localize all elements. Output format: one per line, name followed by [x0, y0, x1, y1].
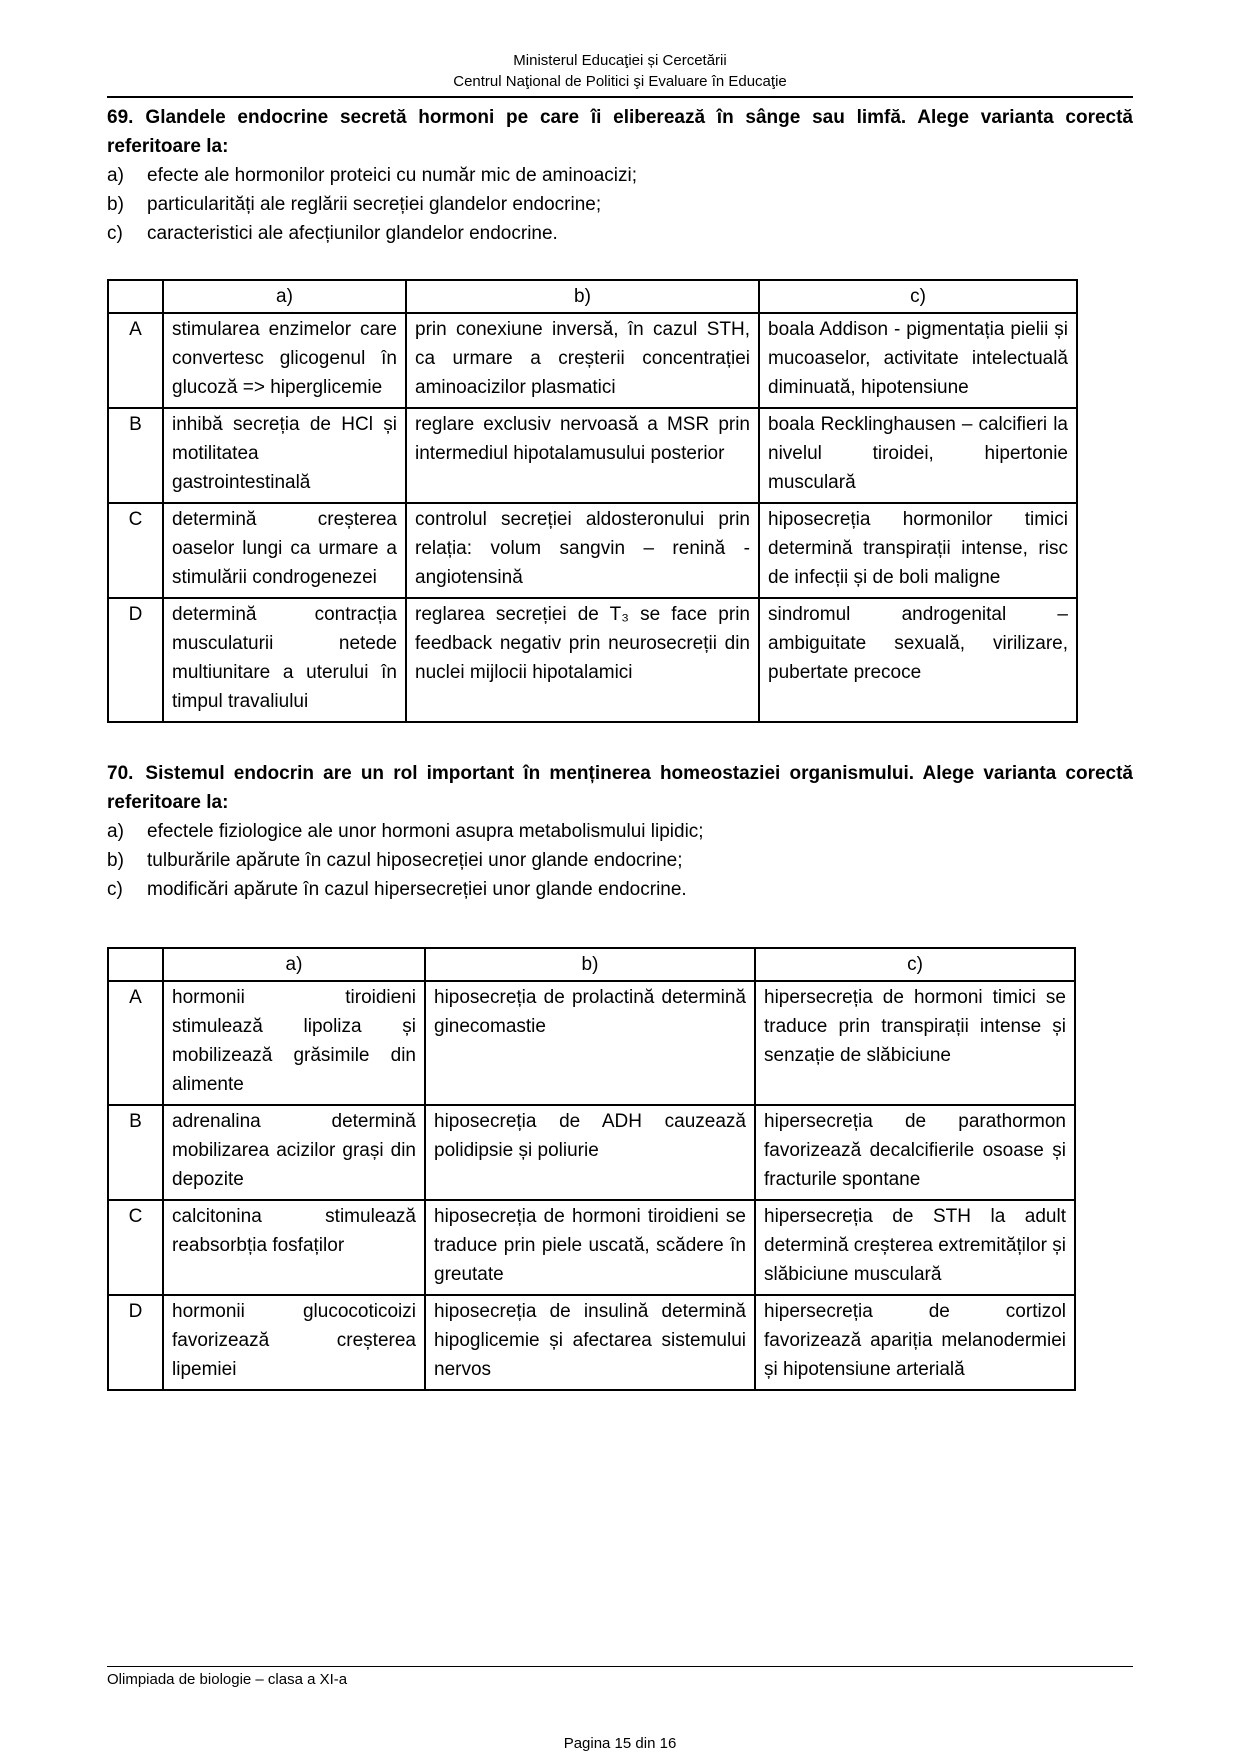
option-c-label: c) — [107, 223, 123, 244]
answer-cell-c: hipersecreția de hormoni timici se traduce prin transpirații intense și senzație de slăbiciune — [755, 981, 1075, 1105]
table-row — [108, 598, 1077, 722]
answer-cell-c: sindromul androgenital – ambiguitate sexuală, virilizare, pubertate precoce — [759, 598, 1077, 722]
question-70-stem — [107, 759, 1133, 817]
option-c-text: caracteristici ale afecțiunilor glandelor endocrine. — [147, 223, 558, 244]
option-c-text: modificări apărute în cazul hipersecreției unor glande endocrine. — [147, 879, 687, 900]
option-b — [107, 190, 1133, 219]
column-header-a: a) — [163, 948, 425, 981]
document-footer — [107, 1666, 1133, 1690]
option-b-label: b) — [107, 850, 124, 871]
question-70-block — [107, 759, 1133, 1391]
answer-cell-c: hiposecreția hormonilor timici determină transpirații intense, risc de infecții și de boli maligne — [759, 503, 1077, 598]
row-letter: D — [108, 1295, 163, 1390]
question-70-text: Sistemul endocrin are un rol important în menținerea homeostaziei organismului. Alege varianta corectă referitoare la: — [107, 763, 1133, 813]
option-b — [107, 846, 1133, 875]
table-header-row — [108, 280, 1077, 313]
table-header-row — [108, 948, 1075, 981]
answer-cell-a: hormonii glucocoticoizi favorizează creșterea lipemiei — [163, 1295, 425, 1390]
corner-cell — [108, 280, 163, 313]
row-letter: C — [108, 1200, 163, 1295]
answer-cell-b: reglare exclusiv nervoasă a MSR prin intermediul hipotalamusului posterior — [406, 408, 759, 503]
option-a-label: a) — [107, 165, 124, 186]
answer-cell-a: hormonii tiroidieni stimulează lipoliza și mobilizează grăsimile din alimente — [163, 981, 425, 1105]
question-70-answer-table — [107, 947, 1076, 1391]
answer-cell-b: hiposecreția de ADH cauzează polidipsie și poliurie — [425, 1105, 755, 1200]
header-divider — [107, 96, 1133, 98]
footer-divider — [107, 1666, 1133, 1667]
question-69-stem — [107, 103, 1133, 161]
table-row — [108, 981, 1075, 1105]
answer-cell-b: hiposecreția de hormoni tiroidieni se traduce prin piele uscată, scădere în greutate — [425, 1200, 755, 1295]
column-header-c: c) — [759, 280, 1077, 313]
option-a — [107, 161, 1133, 190]
option-a — [107, 817, 1133, 846]
header-center-line: Centrul Naţional de Politici şi Evaluare în Educaţie — [453, 73, 787, 90]
answer-cell-c: hipersecreția de cortizol favorizează apariția melanodermiei și hipotensiune arterială — [755, 1295, 1075, 1390]
table-row — [108, 313, 1077, 408]
option-b-label: b) — [107, 194, 124, 215]
table-row — [108, 1200, 1075, 1295]
option-c-label: c) — [107, 879, 123, 900]
row-letter: C — [108, 503, 163, 598]
column-header-a: a) — [163, 280, 406, 313]
table-row — [108, 1295, 1075, 1390]
row-letter: A — [108, 981, 163, 1105]
question-70-options — [107, 817, 1133, 904]
column-header-c: c) — [755, 948, 1075, 981]
question-69-options — [107, 161, 1133, 248]
answer-cell-b: hiposecreția de prolactină determină ginecomastie — [425, 981, 755, 1105]
answer-cell-c: hipersecreția de STH la adult determină creșterea extremităților și slăbiciune musculară — [755, 1200, 1075, 1295]
corner-cell — [108, 948, 163, 981]
row-letter: B — [108, 408, 163, 503]
row-letter: B — [108, 1105, 163, 1200]
option-a-label: a) — [107, 821, 124, 842]
answer-cell-a: calcitonina stimulează reabsorbția fosfaților — [163, 1200, 425, 1295]
question-69-answer-table — [107, 279, 1078, 723]
row-letter: A — [108, 313, 163, 408]
answer-cell-c: boala Recklinghausen – calcifieri la nivelul tiroidei, hipertonie musculară — [759, 408, 1077, 503]
page-number: Pagina 15 din 16 — [563, 1735, 677, 1752]
document-header — [107, 50, 1133, 92]
option-b-text: particularități ale reglării secreției glandelor endocrine; — [147, 194, 602, 215]
answer-cell-a: adrenalina determină mobilizarea acizilor grași din depozite — [163, 1105, 425, 1200]
table-row — [108, 408, 1077, 503]
answer-cell-a: inhibă secreția de HCl și motilitatea gastrointestinală — [163, 408, 406, 503]
answer-cell-a: stimularea enzimelor care convertesc glicogenul în glucoză => hiperglicemie — [163, 313, 406, 408]
option-a-text: efecte ale hormonilor proteici cu număr mic de aminoacizi; — [147, 165, 637, 186]
option-b-text: tulburările apărute în cazul hiposecreției unor glande endocrine; — [147, 850, 683, 871]
footer-olympiad-label: Olimpiada de biologie – clasa a XI-a — [107, 1671, 348, 1688]
answer-cell-a: determină creșterea oaselor lungi ca urmare a stimulării condrogenezei — [163, 503, 406, 598]
option-c — [107, 875, 1133, 904]
answer-cell-a: determină contracția musculaturii netede multiunitare a uterului în timpul travaliului — [163, 598, 406, 722]
column-header-b: b) — [425, 948, 755, 981]
answer-cell-b: hiposecreția de insulină determină hipoglicemie și afectarea sistemului nervos — [425, 1295, 755, 1390]
question-69-number: 69. — [107, 107, 134, 128]
answer-cell-b: controlul secreției aldosteronului prin relația: volum sangvin – renină - angiotensină — [406, 503, 759, 598]
row-letter: D — [108, 598, 163, 722]
column-header-b: b) — [406, 280, 759, 313]
option-c — [107, 219, 1133, 248]
answer-cell-b: reglarea secreției de T₃ se face prin feedback negativ prin neurosecreții din nuclei mijlocii hipotalamici — [406, 598, 759, 722]
answer-cell-c: hipersecreția de parathormon favorizează decalcifierile osoase și fracturile spontane — [755, 1105, 1075, 1200]
answer-cell-b: prin conexiune inversă, în cazul STH, ca urmare a creșterii concentrației aminoacizilor plasmatici — [406, 313, 759, 408]
question-70-number: 70. — [107, 763, 134, 784]
header-ministry-line: Ministerul Educaţiei și Cercetării — [513, 52, 727, 69]
answer-cell-c: boala Addison - pigmentația pielii și mucoaselor, activitate intelectuală diminuată, hipotensiune — [759, 313, 1077, 408]
question-69-text: Glandele endocrine secretă hormoni pe care îi eliberează în sânge sau limfă. Alege varianta corectă referitoare la: — [107, 107, 1133, 157]
table-row — [108, 1105, 1075, 1200]
table-row — [108, 503, 1077, 598]
option-a-text: efectele fiziologice ale unor hormoni asupra metabolismului lipidic; — [147, 821, 704, 842]
